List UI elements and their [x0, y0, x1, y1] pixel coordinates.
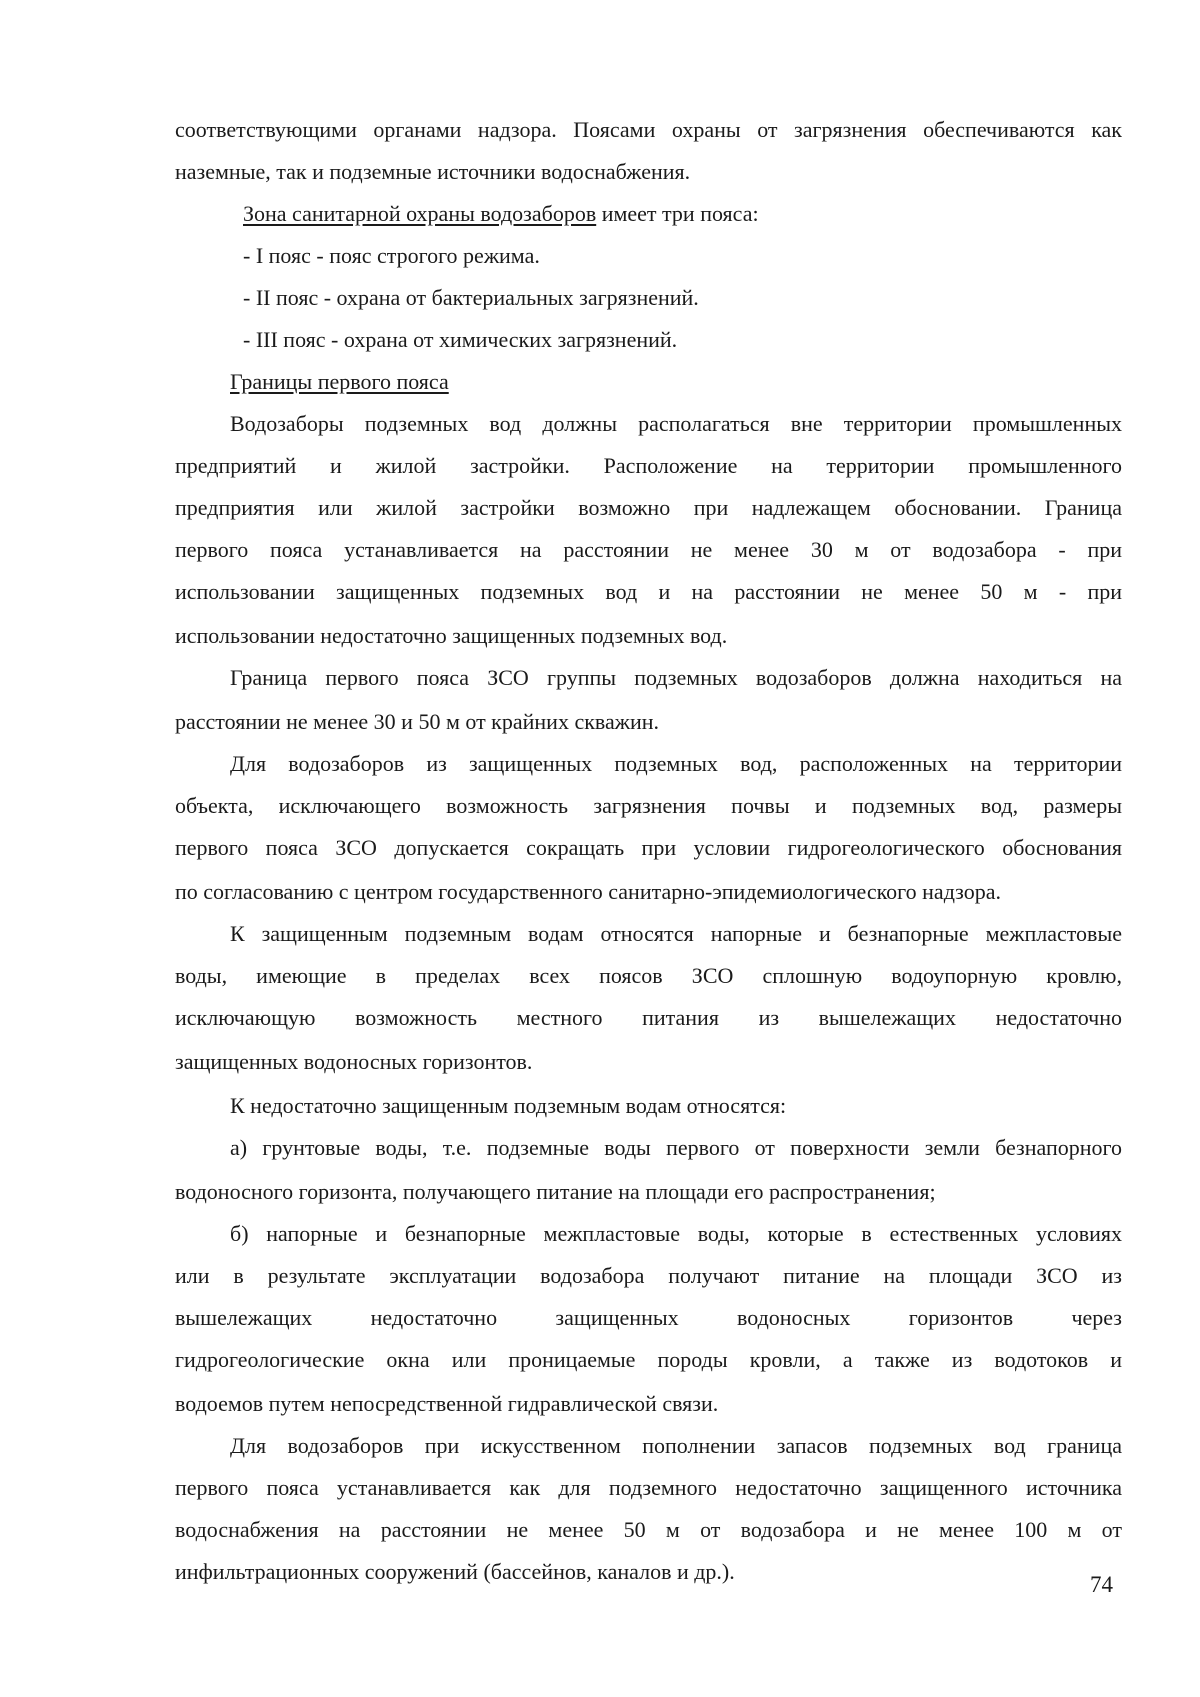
- text-line: Для водозаборов из защищенных подземных вод, расположенных на территории: [230, 751, 1122, 776]
- text-line: по согласованию с центром государственного санитарно-эпидемиологического надзора.: [175, 879, 1001, 904]
- text-line: защищенных водоносных горизонтов.: [175, 1049, 533, 1074]
- underlined-heading: Границы первого пояса: [230, 369, 449, 394]
- text-line: б) напорные и безнапорные межпластовые воды, которые в естественных условиях: [230, 1221, 1122, 1246]
- heading-tail: имеет три пояса:: [596, 201, 759, 226]
- text-line: Для водозаборов при искусственном пополнении запасов подземных вод граница: [230, 1433, 1122, 1458]
- text-line: первого пояса устанавливается на расстоянии не менее 30 м от водозабора - при: [175, 537, 1122, 562]
- text-line: - I пояс - пояс строгого режима.: [243, 243, 540, 268]
- body-text: [175, 109, 1122, 1593]
- underlined-heading: Зона санитарной охраны водозаборов: [243, 201, 597, 226]
- text-line: водоносного горизонта, получающего питание на площади его распространения;: [175, 1179, 936, 1204]
- text-line: объекта, исключающего возможность загрязнения почвы и подземных вод, размеры: [175, 793, 1122, 818]
- text-line: К недостаточно защищенным подземным водам относятся:: [230, 1093, 787, 1118]
- text-line: водоемов путем непосредственной гидравлической связи.: [175, 1391, 719, 1416]
- text-line: первого пояса устанавливается как для подземного недостаточно защищенного источника: [175, 1475, 1122, 1500]
- text-line: исключающую возможность местного питания из вышележащих недостаточно: [175, 1005, 1122, 1030]
- text-line: первого пояса ЗСО допускается сокращать при условии гидрогеологического обоснования: [175, 835, 1122, 860]
- text-line: расстоянии не менее 30 и 50 м от крайних скважин.: [175, 709, 660, 734]
- text-line: наземные, так и подземные источники водоснабжения.: [175, 159, 691, 184]
- text-line: использовании защищенных подземных вод и на расстоянии не менее 50 м - при: [175, 579, 1122, 604]
- text-line: водоснабжения на расстоянии не менее 50 м от водозабора и не менее 100 м от: [175, 1517, 1122, 1542]
- text-line: использовании недостаточно защищенных подземных вод.: [175, 623, 728, 648]
- text-line: предприятий и жилой застройки. Расположение на территории промышленного: [175, 453, 1122, 478]
- text-line: воды, имеющие в пределах всех поясов ЗСО сплошную водоупорную кровлю,: [175, 963, 1122, 988]
- text-line: а) грунтовые воды, т.е. подземные воды первого от поверхности земли безнапорного: [230, 1135, 1122, 1160]
- text-line: Водозаборы подземных вод должны располагаться вне территории промышленных: [230, 411, 1122, 436]
- text-line: или в результате эксплуатации водозабора получают питание на площади ЗСО из: [175, 1263, 1122, 1288]
- text-line: [175, 361, 1122, 403]
- text-line: гидрогеологические окна или проницаемые породы кровли, а также из водотоков и: [175, 1347, 1122, 1372]
- text-line: К защищенным подземным водам относятся напорные и безнапорные межпластовые: [230, 921, 1122, 946]
- text-line: вышележащих недостаточно защищенных водоносных горизонтов через: [175, 1305, 1122, 1330]
- page-number: 74: [1090, 1572, 1113, 1597]
- text-line: [175, 193, 1122, 235]
- text-line: Граница первого пояса ЗСО группы подземных водозаборов должна находиться на: [230, 665, 1122, 690]
- text-line: инфильтрационных сооружений (бассейнов, каналов и др.).: [175, 1559, 735, 1584]
- text-line: - II пояс - охрана от бактериальных загрязнений.: [243, 285, 699, 310]
- text-line: предприятия или жилой застройки возможно при надлежащем обосновании. Граница: [175, 495, 1122, 520]
- text-line: - III пояс - охрана от химических загрязнений.: [243, 327, 678, 352]
- text-line: соответствующими органами надзора. Поясами охраны от загрязнения обеспечиваются как: [175, 117, 1122, 142]
